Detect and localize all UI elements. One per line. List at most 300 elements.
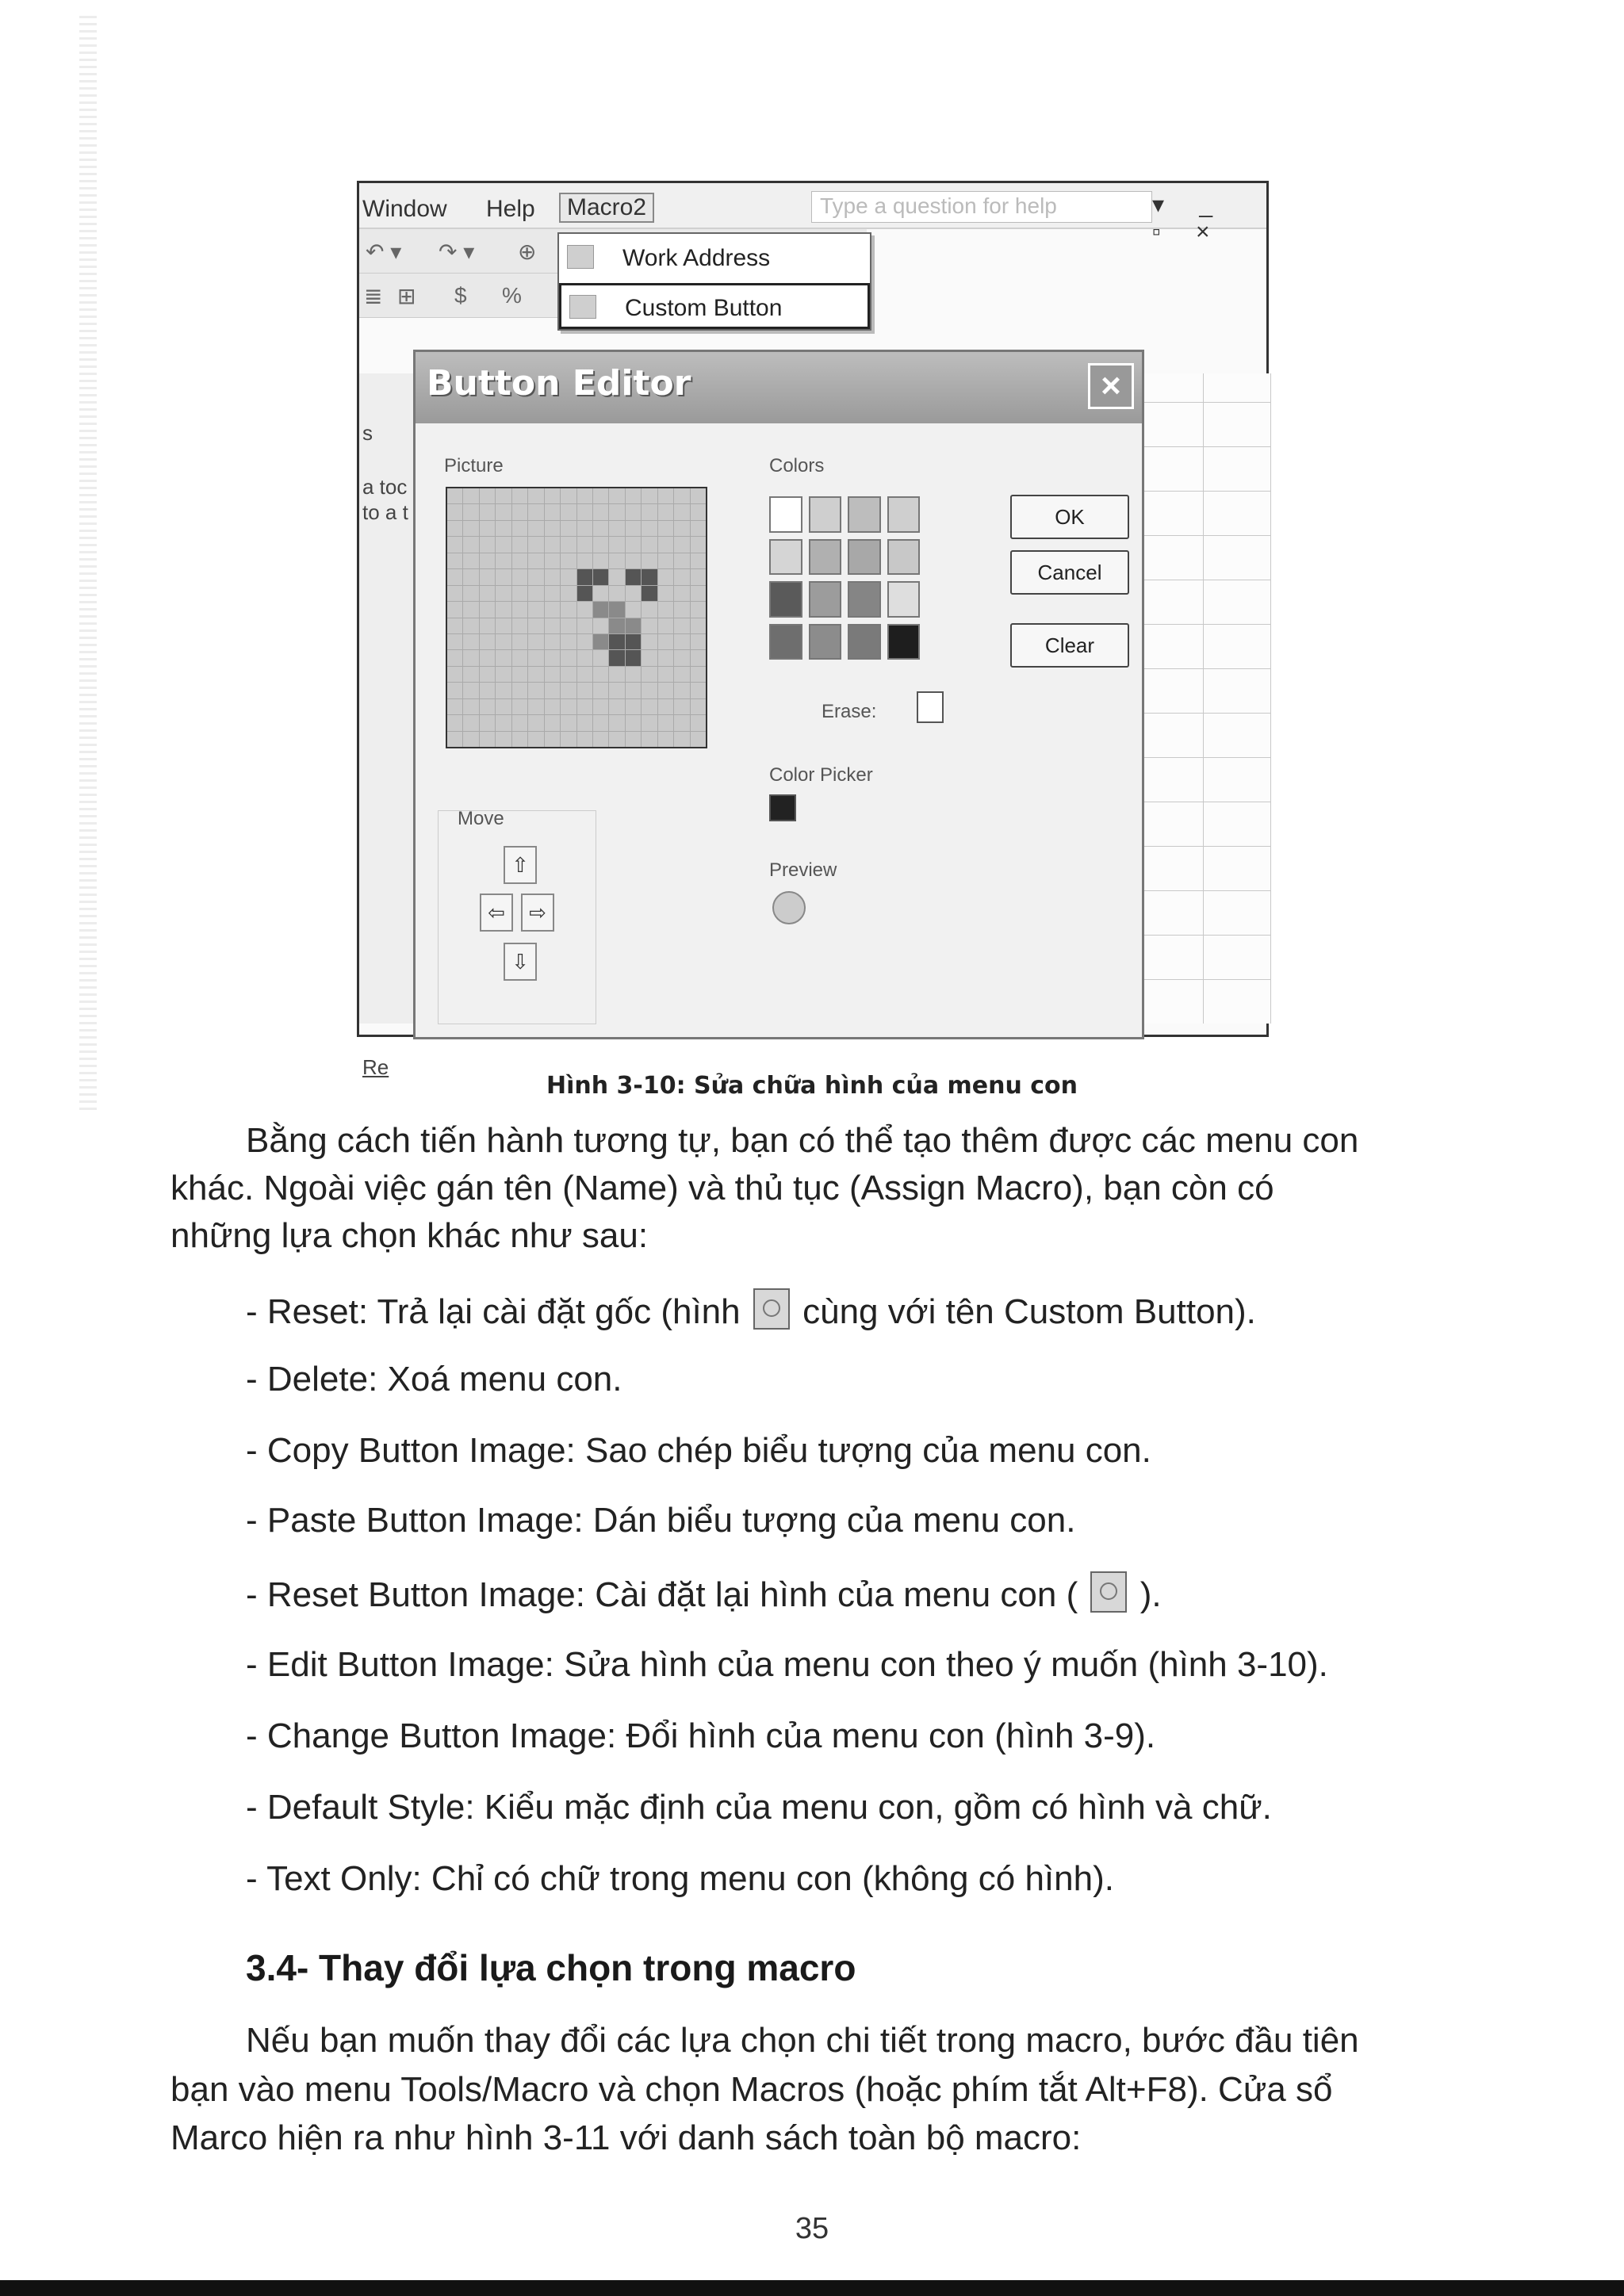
pixel-cell[interactable] <box>674 699 689 714</box>
pixel-cell[interactable] <box>480 699 495 714</box>
pixel-cell[interactable] <box>658 650 673 665</box>
pixel-cell[interactable] <box>528 732 543 747</box>
pixel-cell[interactable] <box>512 553 527 568</box>
pixel-cell[interactable] <box>545 699 560 714</box>
pixel-cell[interactable] <box>642 732 657 747</box>
pixel-cell[interactable] <box>691 618 706 633</box>
pixel-cell[interactable] <box>674 683 689 698</box>
dialog-title: Button Editor <box>427 363 691 404</box>
pixel-cell[interactable] <box>480 521 495 536</box>
color-swatch[interactable] <box>848 539 881 576</box>
pixel-cell[interactable] <box>609 504 624 519</box>
pixel-cell[interactable] <box>561 521 576 536</box>
pixel-cell[interactable] <box>463 732 478 747</box>
pixel-cell[interactable] <box>691 488 706 503</box>
pixel-cell[interactable] <box>496 553 511 568</box>
picture-pixel-grid[interactable] <box>446 487 707 748</box>
pixel-cell[interactable] <box>674 667 689 682</box>
pixel-cell[interactable] <box>480 488 495 503</box>
pixel-cell[interactable] <box>691 683 706 698</box>
pixel-cell[interactable] <box>528 521 543 536</box>
pixel-cell[interactable] <box>626 586 641 601</box>
pixel-cell[interactable] <box>609 683 624 698</box>
pixel-cell[interactable] <box>496 618 511 633</box>
pixel-cell[interactable] <box>642 650 657 665</box>
pixel-cell[interactable] <box>496 699 511 714</box>
pixel-cell[interactable] <box>674 537 689 552</box>
pixel-cell[interactable] <box>642 569 657 584</box>
pixel-cell[interactable] <box>496 569 511 584</box>
pixel-cell[interactable] <box>545 569 560 584</box>
pixel-cell[interactable] <box>642 699 657 714</box>
pixel-cell[interactable] <box>609 699 624 714</box>
pixel-cell[interactable] <box>609 569 624 584</box>
pixel-cell[interactable] <box>691 667 706 682</box>
pixel-cell[interactable] <box>609 732 624 747</box>
pixel-cell[interactable] <box>691 521 706 536</box>
color-swatch[interactable] <box>887 496 921 533</box>
pixel-cell[interactable] <box>658 569 673 584</box>
pixel-cell[interactable] <box>480 602 495 617</box>
menu-macro2[interactable]: Macro2 <box>559 193 654 223</box>
pixel-cell[interactable] <box>545 537 560 552</box>
pixel-cell[interactable] <box>658 699 673 714</box>
pixel-cell[interactable] <box>626 602 641 617</box>
close-icon[interactable]: × <box>1088 363 1134 409</box>
pixel-cell[interactable] <box>480 553 495 568</box>
move-up-icon[interactable]: ⇧ <box>504 846 537 884</box>
pixel-cell[interactable] <box>609 715 624 730</box>
pixel-cell[interactable] <box>447 521 462 536</box>
pixel-cell[interactable] <box>593 699 608 714</box>
pixel-cell[interactable] <box>561 537 576 552</box>
pixel-cell[interactable] <box>447 634 462 649</box>
pixel-cell[interactable] <box>512 537 527 552</box>
move-down-icon[interactable]: ⇩ <box>504 943 537 981</box>
pixel-cell[interactable] <box>561 634 576 649</box>
pixel-cell[interactable] <box>463 618 478 633</box>
pixel-cell[interactable] <box>577 569 592 584</box>
pixel-cell[interactable] <box>626 715 641 730</box>
pixel-cell[interactable] <box>447 537 462 552</box>
pixel-cell[interactable] <box>577 732 592 747</box>
pixel-cell[interactable] <box>674 504 689 519</box>
pixel-cell[interactable] <box>674 650 689 665</box>
pixel-cell[interactable] <box>609 650 624 665</box>
pixel-cell[interactable] <box>447 488 462 503</box>
pixel-cell[interactable] <box>674 488 689 503</box>
pixel-cell[interactable] <box>674 715 689 730</box>
pixel-cell[interactable] <box>658 537 673 552</box>
pixel-cell[interactable] <box>593 488 608 503</box>
pixel-cell[interactable] <box>480 569 495 584</box>
pixel-cell[interactable] <box>626 537 641 552</box>
pixel-cell[interactable] <box>674 602 689 617</box>
pixel-cell[interactable] <box>447 553 462 568</box>
pixel-cell[interactable] <box>496 586 511 601</box>
pixel-cell[interactable] <box>609 618 624 633</box>
pixel-cell[interactable] <box>463 715 478 730</box>
pixel-cell[interactable] <box>658 586 673 601</box>
pixel-cell[interactable] <box>512 504 527 519</box>
pixel-cell[interactable] <box>593 618 608 633</box>
pixel-cell[interactable] <box>691 586 706 601</box>
merge-icon[interactable]: ⊞ <box>397 284 416 308</box>
pixel-cell[interactable] <box>528 634 543 649</box>
pixel-cell[interactable] <box>447 504 462 519</box>
color-swatch[interactable] <box>887 539 921 576</box>
pixel-cell[interactable] <box>463 537 478 552</box>
align-icon[interactable]: ≣ <box>364 284 383 308</box>
pixel-cell[interactable] <box>626 618 641 633</box>
pixel-cell[interactable] <box>691 715 706 730</box>
menu-item-custom-button[interactable] <box>559 283 870 329</box>
color-swatch[interactable] <box>809 624 842 660</box>
pixel-cell[interactable] <box>561 488 576 503</box>
pixel-cell[interactable] <box>674 732 689 747</box>
color-swatch[interactable] <box>848 581 881 618</box>
pixel-cell[interactable] <box>609 537 624 552</box>
pixel-cell[interactable] <box>545 488 560 503</box>
move-right-icon[interactable]: ⇨ <box>521 894 554 932</box>
pixel-cell[interactable] <box>528 586 543 601</box>
color-swatch[interactable] <box>848 624 881 660</box>
pixel-cell[interactable] <box>561 699 576 714</box>
pixel-cell[interactable] <box>642 553 657 568</box>
pixel-cell[interactable] <box>674 618 689 633</box>
pixel-cell[interactable] <box>609 634 624 649</box>
color-swatch[interactable] <box>769 496 802 533</box>
pixel-cell[interactable] <box>577 586 592 601</box>
pixel-cell[interactable] <box>577 699 592 714</box>
pixel-cell[interactable] <box>512 488 527 503</box>
pixel-cell[interactable] <box>545 553 560 568</box>
pixel-cell[interactable] <box>480 586 495 601</box>
window-controls[interactable]: ▾ _ ▫ × <box>1152 192 1228 245</box>
pixel-cell[interactable] <box>463 683 478 698</box>
pixel-cell[interactable] <box>577 488 592 503</box>
pixel-cell[interactable] <box>561 586 576 601</box>
pixel-cell[interactable] <box>480 634 495 649</box>
pixel-cell[interactable] <box>528 602 543 617</box>
pixel-cell[interactable] <box>561 732 576 747</box>
pixel-cell[interactable] <box>593 650 608 665</box>
pixel-cell[interactable] <box>561 569 576 584</box>
pixel-cell[interactable] <box>658 521 673 536</box>
pixel-cell[interactable] <box>545 504 560 519</box>
pixel-cell[interactable] <box>528 488 543 503</box>
pixel-cell[interactable] <box>626 488 641 503</box>
pixel-cell[interactable] <box>674 569 689 584</box>
pixel-cell[interactable] <box>674 634 689 649</box>
pixel-cell[interactable] <box>528 715 543 730</box>
pixel-cell[interactable] <box>658 683 673 698</box>
pixel-cell[interactable] <box>642 537 657 552</box>
color-picker-label: Color Picker <box>769 764 873 786</box>
pixel-cell[interactable] <box>593 537 608 552</box>
pixel-cell[interactable] <box>528 650 543 665</box>
pixel-cell[interactable] <box>528 569 543 584</box>
pixel-cell[interactable] <box>577 715 592 730</box>
pixel-cell[interactable] <box>545 715 560 730</box>
pixel-cell[interactable] <box>626 521 641 536</box>
pixel-cell[interactable] <box>658 488 673 503</box>
pixel-cell[interactable] <box>496 602 511 617</box>
pixel-cell[interactable] <box>658 602 673 617</box>
pixel-cell[interactable] <box>545 650 560 665</box>
pixel-cell[interactable] <box>642 634 657 649</box>
pixel-cell[interactable] <box>528 553 543 568</box>
pixel-cell[interactable] <box>496 683 511 698</box>
pixel-cell[interactable] <box>577 521 592 536</box>
pixel-cell[interactable] <box>609 521 624 536</box>
pixel-cell[interactable] <box>593 602 608 617</box>
color-swatch[interactable] <box>887 624 921 660</box>
pixel-cell[interactable] <box>577 667 592 682</box>
pixel-cell[interactable] <box>496 667 511 682</box>
pixel-cell[interactable] <box>609 586 624 601</box>
pixel-cell[interactable] <box>691 537 706 552</box>
menu-window[interactable]: Window <box>362 196 447 222</box>
pixel-cell[interactable] <box>528 699 543 714</box>
pixel-cell[interactable] <box>447 586 462 601</box>
pixel-cell[interactable] <box>691 699 706 714</box>
pixel-cell[interactable] <box>674 586 689 601</box>
pixel-cell[interactable] <box>658 618 673 633</box>
pixel-cell[interactable] <box>545 683 560 698</box>
pixel-cell[interactable] <box>545 667 560 682</box>
color-swatch[interactable] <box>848 496 881 533</box>
pixel-cell[interactable] <box>447 650 462 665</box>
pixel-cell[interactable] <box>642 715 657 730</box>
erase-swatch[interactable] <box>917 691 944 723</box>
pixel-cell[interactable] <box>480 715 495 730</box>
pixel-cell[interactable] <box>593 569 608 584</box>
percent-icon[interactable]: % <box>502 283 522 308</box>
pixel-cell[interactable] <box>496 732 511 747</box>
pixel-cell[interactable] <box>480 650 495 665</box>
pixel-cell[interactable] <box>496 521 511 536</box>
pixel-cell[interactable] <box>658 715 673 730</box>
pixel-cell[interactable] <box>463 650 478 665</box>
pixel-cell[interactable] <box>593 634 608 649</box>
pixel-cell[interactable] <box>626 667 641 682</box>
pixel-cell[interactable] <box>561 683 576 698</box>
pixel-cell[interactable] <box>642 504 657 519</box>
pixel-cell[interactable] <box>528 667 543 682</box>
color-swatch[interactable] <box>809 496 842 533</box>
pixel-cell[interactable] <box>463 521 478 536</box>
pixel-cell[interactable] <box>691 504 706 519</box>
pixel-cell[interactable] <box>496 488 511 503</box>
ok-button[interactable]: OK <box>1010 495 1129 539</box>
pixel-cell[interactable] <box>545 521 560 536</box>
pixel-cell[interactable] <box>691 553 706 568</box>
undo-icon[interactable]: ↶ ▾ <box>366 239 402 264</box>
pixel-cell[interactable] <box>480 683 495 698</box>
pixel-cell[interactable] <box>626 650 641 665</box>
pixel-cell[interactable] <box>577 618 592 633</box>
pixel-cell[interactable] <box>545 618 560 633</box>
pixel-cell[interactable] <box>561 650 576 665</box>
help-search-input[interactable]: Type a question for help <box>811 191 1152 223</box>
pixel-cell[interactable] <box>496 504 511 519</box>
pixel-cell[interactable] <box>691 732 706 747</box>
pixel-cell[interactable] <box>512 569 527 584</box>
pixel-cell[interactable] <box>642 618 657 633</box>
cancel-button[interactable]: Cancel <box>1010 550 1129 595</box>
pixel-cell[interactable] <box>642 521 657 536</box>
pixel-cell[interactable] <box>480 667 495 682</box>
color-swatch[interactable] <box>769 624 802 660</box>
pixel-cell[interactable] <box>593 715 608 730</box>
pixel-cell[interactable] <box>447 667 462 682</box>
pixel-cell[interactable] <box>447 699 462 714</box>
pixel-cell[interactable] <box>609 667 624 682</box>
pixel-cell[interactable] <box>463 488 478 503</box>
pixel-cell[interactable] <box>480 618 495 633</box>
pixel-cell[interactable] <box>496 650 511 665</box>
pixel-cell[interactable] <box>642 602 657 617</box>
pixel-cell[interactable] <box>609 602 624 617</box>
pixel-cell[interactable] <box>512 732 527 747</box>
pixel-cell[interactable] <box>561 618 576 633</box>
pixel-cell[interactable] <box>609 488 624 503</box>
pixel-cell[interactable] <box>593 504 608 519</box>
pixel-cell[interactable] <box>577 553 592 568</box>
pixel-cell[interactable] <box>528 537 543 552</box>
pixel-cell[interactable] <box>545 586 560 601</box>
pixel-cell[interactable] <box>642 683 657 698</box>
pixel-cell[interactable] <box>447 732 462 747</box>
pixel-cell[interactable] <box>626 699 641 714</box>
pixel-cell[interactable] <box>528 618 543 633</box>
pixel-cell[interactable] <box>447 715 462 730</box>
strip-text-re[interactable]: Re <box>362 1055 389 1079</box>
pixel-cell[interactable] <box>512 715 527 730</box>
pixel-cell[interactable] <box>496 634 511 649</box>
pixel-cell[interactable] <box>691 602 706 617</box>
currency-icon[interactable]: $ <box>454 283 467 308</box>
pixel-cell[interactable] <box>642 488 657 503</box>
pixel-cell[interactable] <box>480 732 495 747</box>
pixel-cell[interactable] <box>512 634 527 649</box>
pixel-cell[interactable] <box>447 569 462 584</box>
pixel-cell[interactable] <box>642 586 657 601</box>
color-swatch[interactable] <box>887 581 921 618</box>
pixel-cell[interactable] <box>447 618 462 633</box>
pixel-cell[interactable] <box>463 699 478 714</box>
pixel-cell[interactable] <box>496 715 511 730</box>
pixel-cell[interactable] <box>658 634 673 649</box>
pixel-cell[interactable] <box>577 504 592 519</box>
pixel-cell[interactable] <box>658 553 673 568</box>
pixel-cell[interactable] <box>577 650 592 665</box>
pixel-cell[interactable] <box>691 650 706 665</box>
pixel-cell[interactable] <box>593 732 608 747</box>
pixel-cell[interactable] <box>658 732 673 747</box>
pixel-cell[interactable] <box>593 667 608 682</box>
pixel-cell[interactable] <box>626 634 641 649</box>
pixel-cell[interactable] <box>447 602 462 617</box>
pixel-cell[interactable] <box>480 504 495 519</box>
menu-item-work-address[interactable] <box>559 235 870 281</box>
pixel-cell[interactable] <box>674 521 689 536</box>
pixel-cell[interactable] <box>626 683 641 698</box>
clear-button[interactable]: Clear <box>1010 623 1129 668</box>
pixel-cell[interactable] <box>545 732 560 747</box>
pixel-cell[interactable] <box>626 553 641 568</box>
pixel-cell[interactable] <box>577 602 592 617</box>
pixel-cell[interactable] <box>463 569 478 584</box>
pixel-cell[interactable] <box>609 553 624 568</box>
pixel-cell[interactable] <box>463 602 478 617</box>
move-left-icon[interactable]: ⇦ <box>480 894 513 932</box>
pixel-cell[interactable] <box>512 586 527 601</box>
pixel-cell[interactable] <box>658 667 673 682</box>
pixel-cell[interactable] <box>463 586 478 601</box>
pixel-cell[interactable] <box>545 634 560 649</box>
pixel-cell[interactable] <box>512 602 527 617</box>
pixel-cell[interactable] <box>496 537 511 552</box>
pixel-cell[interactable] <box>463 504 478 519</box>
color-swatch[interactable] <box>809 581 842 618</box>
pixel-cell[interactable] <box>480 537 495 552</box>
hyperlink-icon[interactable]: ⊕ <box>518 239 537 264</box>
pixel-cell[interactable] <box>512 667 527 682</box>
pixel-cell[interactable] <box>593 683 608 698</box>
pixel-cell[interactable] <box>593 553 608 568</box>
pixel-cell[interactable] <box>593 586 608 601</box>
pixel-cell[interactable] <box>577 683 592 698</box>
pixel-cell[interactable] <box>691 634 706 649</box>
pixel-cell[interactable] <box>577 537 592 552</box>
pixel-cell[interactable] <box>512 699 527 714</box>
pixel-cell[interactable] <box>674 553 689 568</box>
menu-help[interactable]: Help <box>486 196 535 222</box>
pixel-cell[interactable] <box>512 618 527 633</box>
pixel-cell[interactable] <box>691 569 706 584</box>
pixel-cell[interactable] <box>463 634 478 649</box>
pixel-cell[interactable] <box>626 504 641 519</box>
pixel-cell[interactable] <box>447 683 462 698</box>
pixel-cell[interactable] <box>512 650 527 665</box>
pixel-cell[interactable] <box>561 715 576 730</box>
color-picker-swatch[interactable] <box>769 794 796 821</box>
pixel-cell[interactable] <box>626 569 641 584</box>
pixel-cell[interactable] <box>577 634 592 649</box>
pixel-cell[interactable] <box>545 602 560 617</box>
pixel-cell[interactable] <box>512 683 527 698</box>
pixel-cell[interactable] <box>658 504 673 519</box>
pixel-cell[interactable] <box>528 683 543 698</box>
pixel-cell[interactable] <box>528 504 543 519</box>
pixel-cell[interactable] <box>512 521 527 536</box>
color-swatch[interactable] <box>809 539 842 576</box>
pixel-cell[interactable] <box>463 553 478 568</box>
pixel-cell[interactable] <box>642 667 657 682</box>
redo-icon[interactable]: ↷ ▾ <box>439 239 475 264</box>
pixel-cell[interactable] <box>561 602 576 617</box>
pixel-cell[interactable] <box>561 504 576 519</box>
color-swatch[interactable] <box>769 581 802 618</box>
color-swatch[interactable] <box>769 539 802 576</box>
pixel-cell[interactable] <box>463 667 478 682</box>
pixel-cell[interactable] <box>561 667 576 682</box>
pixel-cell[interactable] <box>561 553 576 568</box>
pixel-cell[interactable] <box>593 521 608 536</box>
pixel-cell[interactable] <box>626 732 641 747</box>
